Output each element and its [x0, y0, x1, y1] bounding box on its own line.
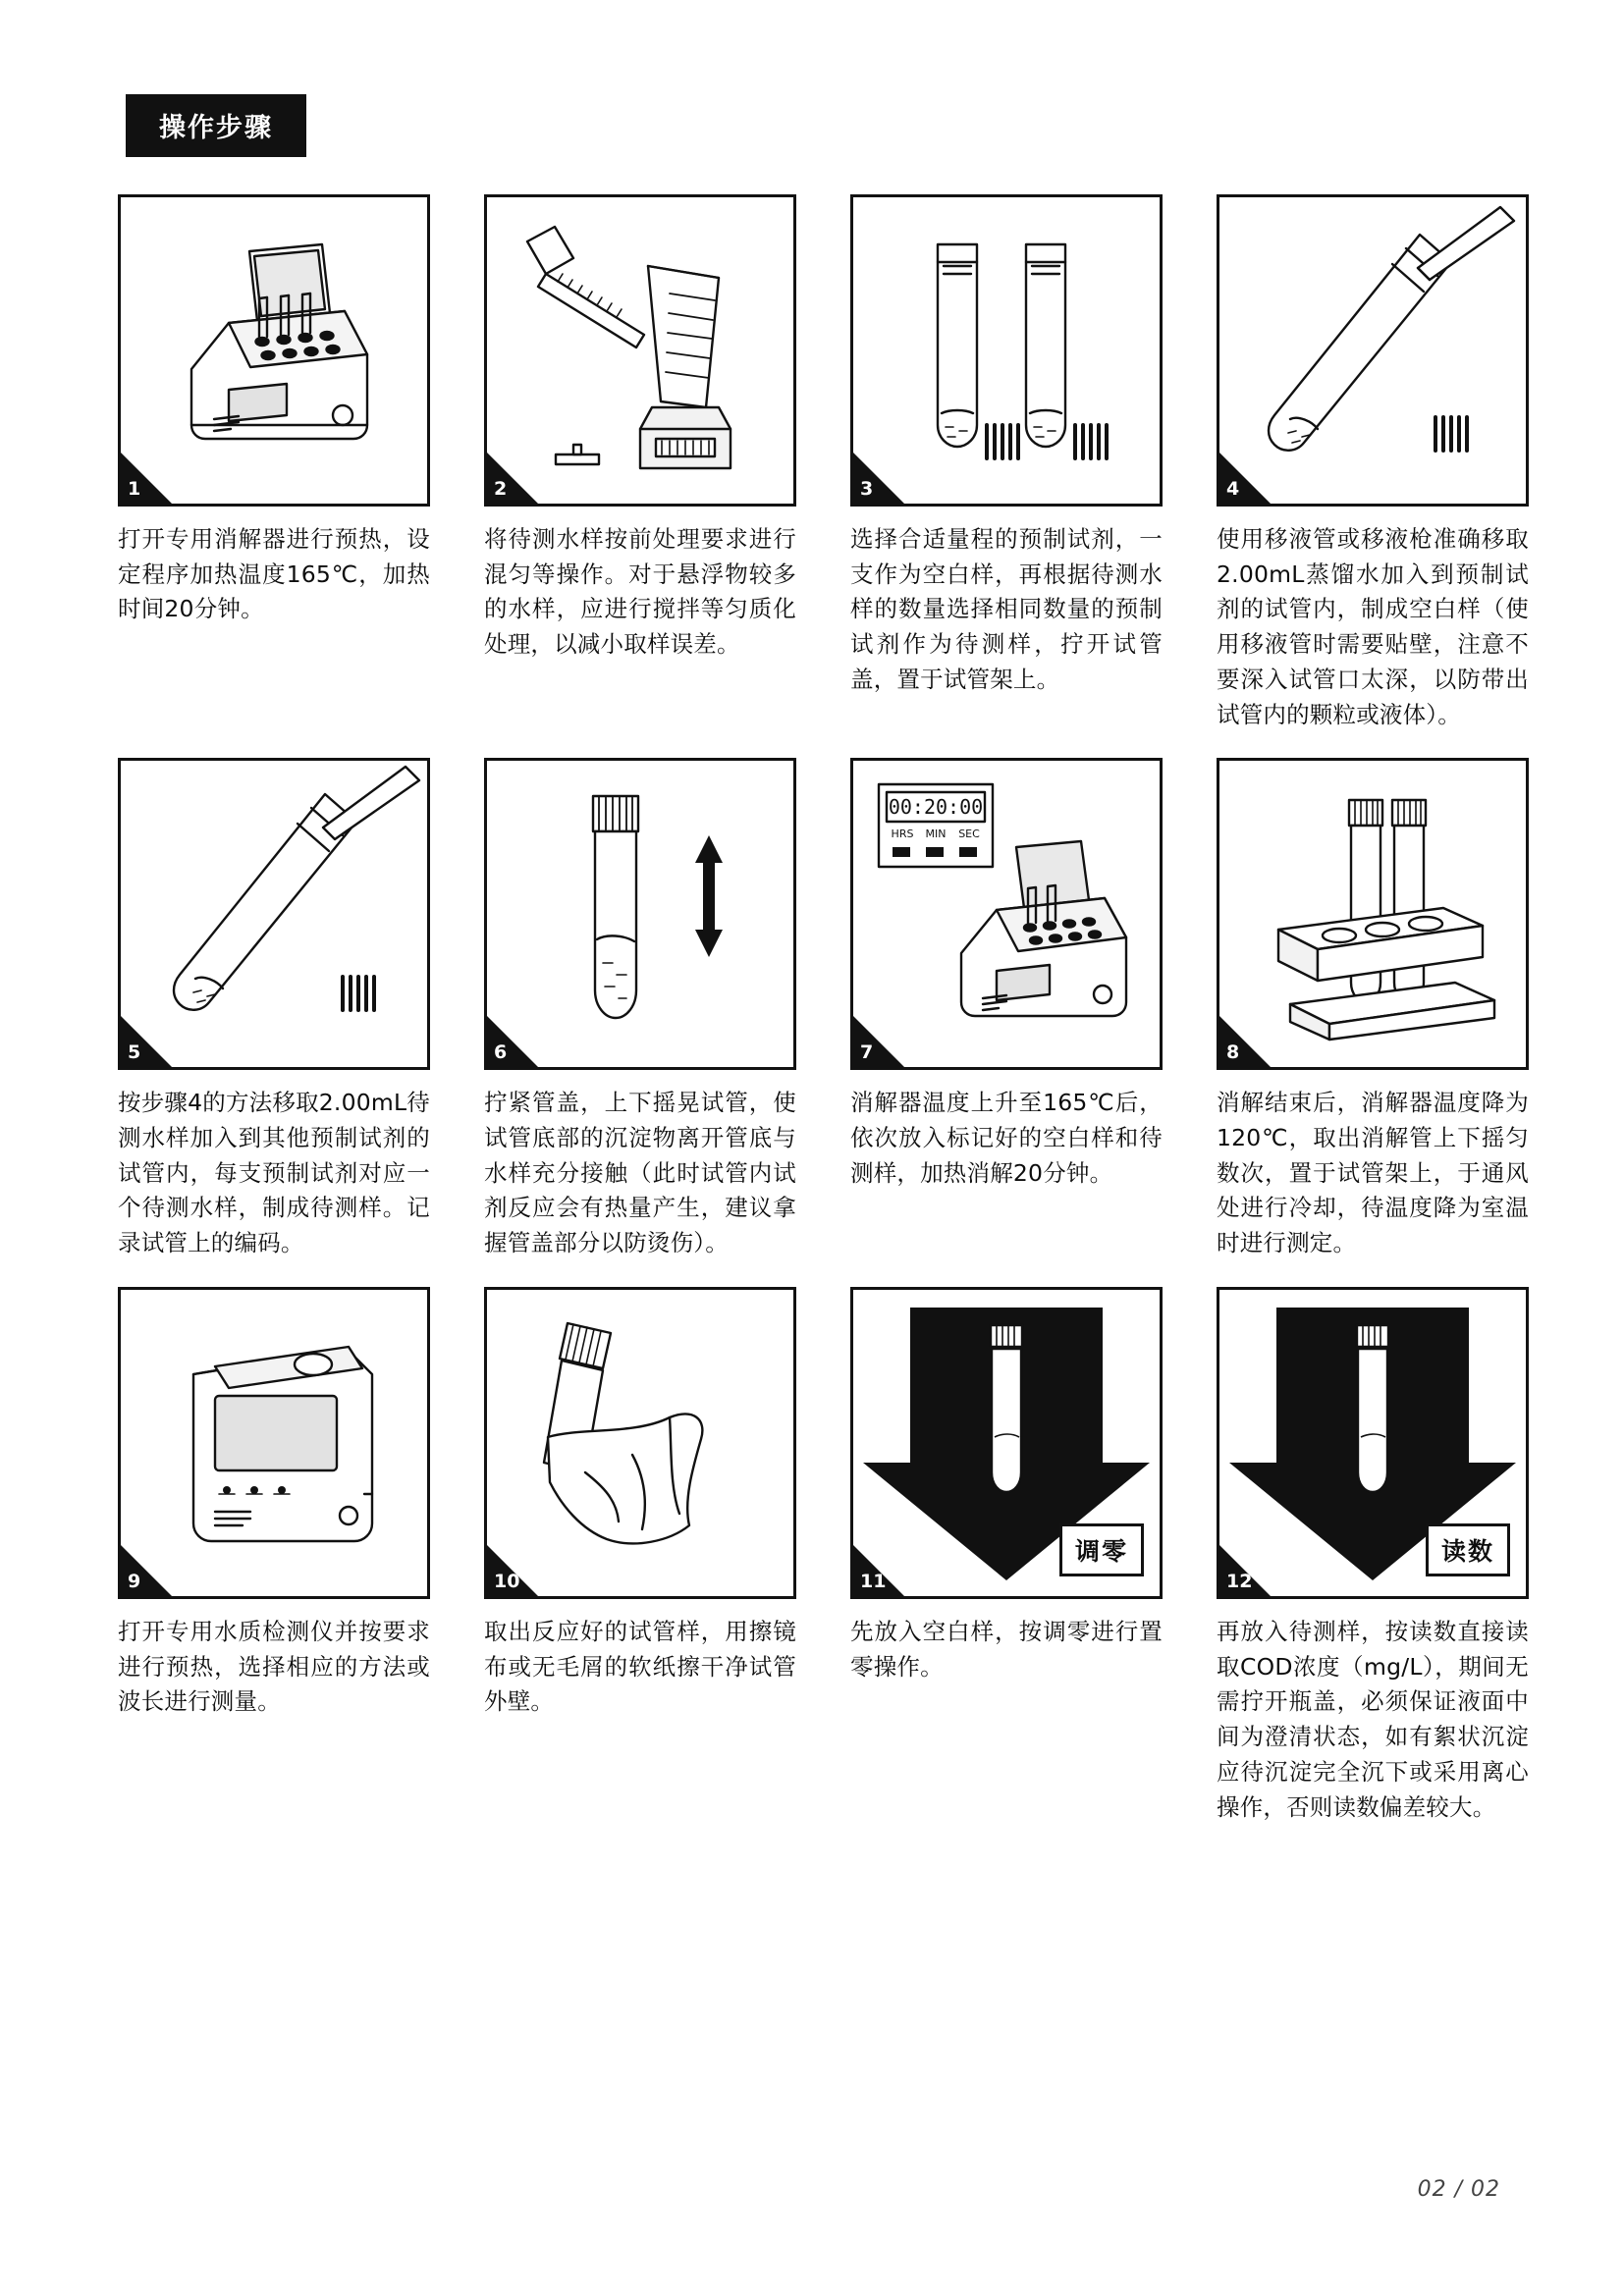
step-item [850, 1287, 1178, 1825]
step-figure-8 [1217, 758, 1529, 1070]
step-caption: 打开专用消解器进行预热，设定程序加热温度165℃，加热时间20分钟。 [118, 525, 430, 623]
step-number: 8 [1226, 1041, 1240, 1064]
step-caption: 取出反应好的试管样，用擦镜布或无毛屑的软纸擦干净试管外壁。 [484, 1617, 796, 1716]
step-caption: 选择合适量程的预制试剂，一支作为空白样，再根据待测水样的数量选择相同数量的预制试剂作为待测样，拧开试管盖，置于试管架上。 [850, 525, 1163, 693]
step-item [484, 758, 812, 1261]
step-figure-7 [850, 758, 1163, 1070]
step-item [850, 194, 1178, 732]
step-figure-12 [1217, 1287, 1529, 1599]
step-item [850, 758, 1178, 1261]
step-item [118, 758, 446, 1261]
read-button-tag[interactable]: 读数 [1426, 1523, 1510, 1576]
step-figure-10 [484, 1287, 796, 1599]
page-title: 操作步骤 [126, 94, 306, 157]
step-caption: 拧紧管盖，上下摇晃试管，使试管底部的沉淀物离开管底与水样充分接触（此时试管内试剂反应会有热量产生，建议拿握管盖部分以防烫伤）。 [484, 1089, 796, 1257]
step-number: 5 [128, 1041, 141, 1064]
timer-min-label: MIN [925, 828, 947, 841]
zero-button-tag[interactable]: 调零 [1059, 1523, 1144, 1576]
step-number: 4 [1226, 478, 1240, 500]
step-caption: 消解结束后，消解器温度降为120℃，取出消解管上下摇匀数次，置于试管架上，于通风处进行冷却，待温度降为室温时进行测定。 [1217, 1089, 1529, 1257]
step-figure-1 [118, 194, 430, 507]
page-footer: 02 / 02 [1417, 2177, 1500, 2202]
step-caption: 消解器温度上升至165℃后，依次放入标记好的空白样和待测样，加热消解20分钟。 [850, 1089, 1163, 1187]
step-figure-4 [1217, 194, 1529, 507]
step-figure-3 [850, 194, 1163, 507]
step-figure-2 [484, 194, 796, 507]
step-item [484, 1287, 812, 1825]
timer-sec-label: SEC [958, 828, 980, 841]
step-number: 12 [1226, 1570, 1253, 1592]
step-caption: 先放入空白样，按调零进行置零操作。 [850, 1617, 1163, 1681]
timer-display-text: 00:20:00 [888, 795, 984, 820]
step-caption: 使用移液管或移液枪准确移取2.00mL蒸馏水加入到预制试剂的试管内，制成空白样（使用移液管时需要贴壁，注意不要深入试管口太深，以防带出试管内的颗粒或液体）。 [1217, 525, 1529, 728]
step-caption: 将待测水样按前处理要求进行混匀等操作。对于悬浮物较多的水样，应进行搅拌等匀质化处理，以减小取样误差。 [484, 525, 796, 659]
step-figure-5 [118, 758, 430, 1070]
step-item [484, 194, 812, 732]
step-figure-11 [850, 1287, 1163, 1599]
step-number: 9 [128, 1570, 141, 1592]
step-caption: 再放入待测样，按读数直接读取COD浓度（mg/L），期间无需拧开瓶盖，必须保证液面中间为澄清状态，如有絮状沉淀应待沉淀完全沉下或采用离心操作，否则读数偏差较大。 [1217, 1617, 1529, 1821]
step-number: 3 [860, 478, 874, 500]
step-item [1217, 758, 1544, 1261]
step-number: 10 [494, 1570, 520, 1592]
step-number: 7 [860, 1041, 874, 1064]
step-item [118, 194, 446, 732]
step-caption: 打开专用水质检测仪并按要求进行预热，选择相应的方法或波长进行测量。 [118, 1617, 430, 1716]
step-number: 1 [128, 478, 141, 500]
step-caption: 按步骤4的方法移取2.00mL待测水样加入到其他预制试剂的试管内，每支预制试剂对应一个待测水样，制成待测样。记录试管上的编码。 [118, 1089, 430, 1257]
step-number: 11 [860, 1570, 887, 1592]
steps-grid [118, 194, 1529, 1825]
step-figure-9 [118, 1287, 430, 1599]
step-item [118, 1287, 446, 1825]
timer-hrs-label: HRS [891, 828, 914, 841]
step-number: 2 [494, 478, 508, 500]
step-number: 6 [494, 1041, 508, 1064]
step-figure-6 [484, 758, 796, 1070]
step-item [1217, 194, 1544, 732]
step-item [1217, 1287, 1544, 1825]
